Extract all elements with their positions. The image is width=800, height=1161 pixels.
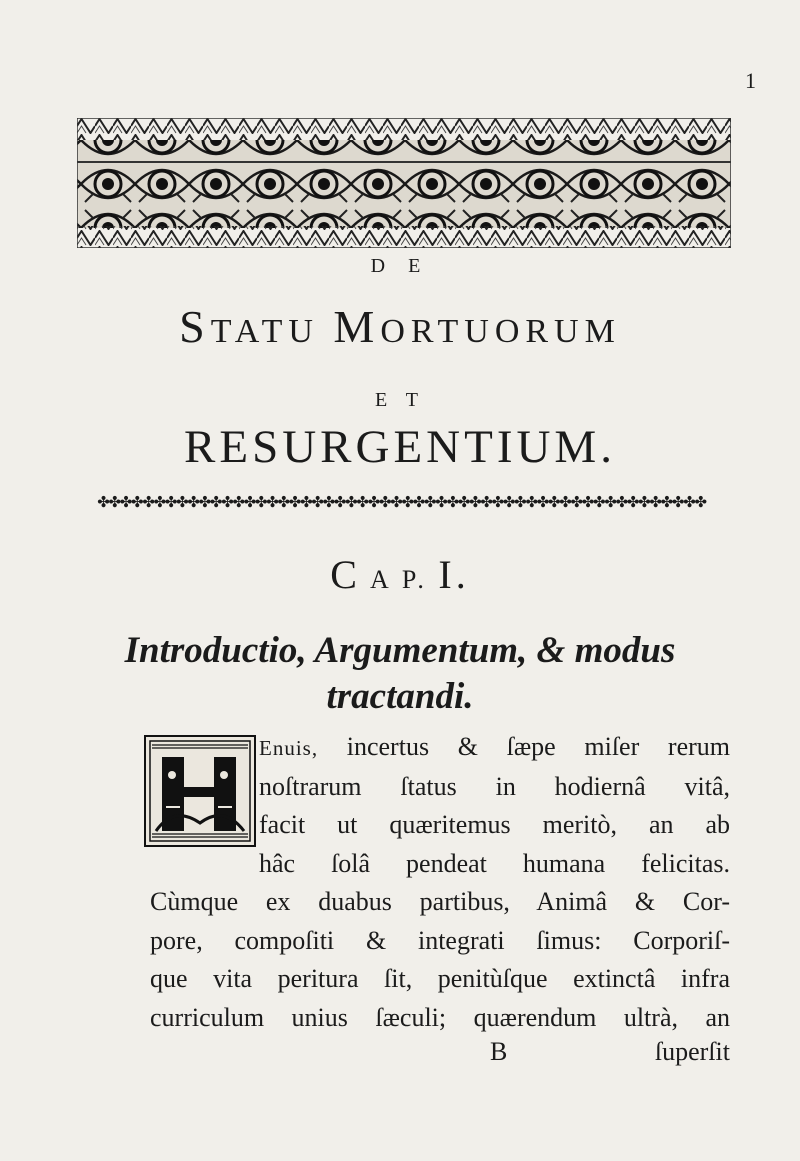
headpiece-ornament: [77, 118, 731, 248]
body-line-3: facit ut quæritemus meritò, an ab: [259, 810, 730, 839]
opening-word: Enuis,: [259, 736, 319, 760]
statu-rest: TATU: [210, 313, 319, 350]
chapter-label: A P.: [370, 565, 428, 594]
title-statu-mortuorum: [0, 300, 800, 353]
body-line-1-text: incertus & ſæpe miſer rerum: [318, 732, 730, 761]
page-number: 1: [745, 68, 756, 93]
body-line-7: que vita peritura ſit, penitùſque extinctâ infra: [150, 964, 730, 993]
body-line-6: pore, compoſiti & integrati ſimus: Corporiſ-: [150, 925, 730, 955]
chapter-heading: [0, 551, 800, 598]
ornamental-rule: ✤✤✤✤✤✤✤✤✤✤✤✤✤✤✤✤✤✤✤✤✤✤✤✤✤✤✤✤✤✤✤✤✤✤✤✤✤✤✤✤✤✤✤✤✤✤✤✤✤✤✤✤✤✤: [97, 495, 706, 511]
subtitle-line-1: Introductio, Argumentum, & modus: [124, 630, 676, 671]
chapter-number: I.: [438, 552, 470, 597]
body-line-5: Cùmque ex duabus partibus, Animâ & Cor-: [150, 887, 730, 916]
title-resurgentium: RESURGENTIUM.: [184, 421, 616, 473]
page-footer: [150, 1037, 730, 1075]
chapter-initial: C: [330, 552, 361, 597]
subtitle-line-2: tractandi.: [326, 676, 474, 717]
body-line-1: [150, 728, 730, 768]
chapter-subtitle: [0, 628, 800, 720]
body-line-8: curriculum unius ſæculi; quærendum ultrà, an: [150, 1002, 730, 1032]
title-et: E T: [374, 389, 426, 411]
body-line-2: noſtrarum ſtatus in hodiernâ vitâ,: [259, 771, 730, 801]
body-text: [150, 728, 730, 1037]
catchword: ſuperſit: [654, 1037, 730, 1066]
mortuorum-rest: ORTUORUM: [380, 313, 621, 350]
mortuorum-initial: M: [333, 301, 381, 352]
body-line-4: hâc ſolâ pendeat humana felicitas.: [259, 848, 730, 878]
signature-mark: B: [490, 1037, 508, 1066]
title-de: D E: [370, 255, 430, 277]
statu-initial: S: [179, 301, 211, 352]
